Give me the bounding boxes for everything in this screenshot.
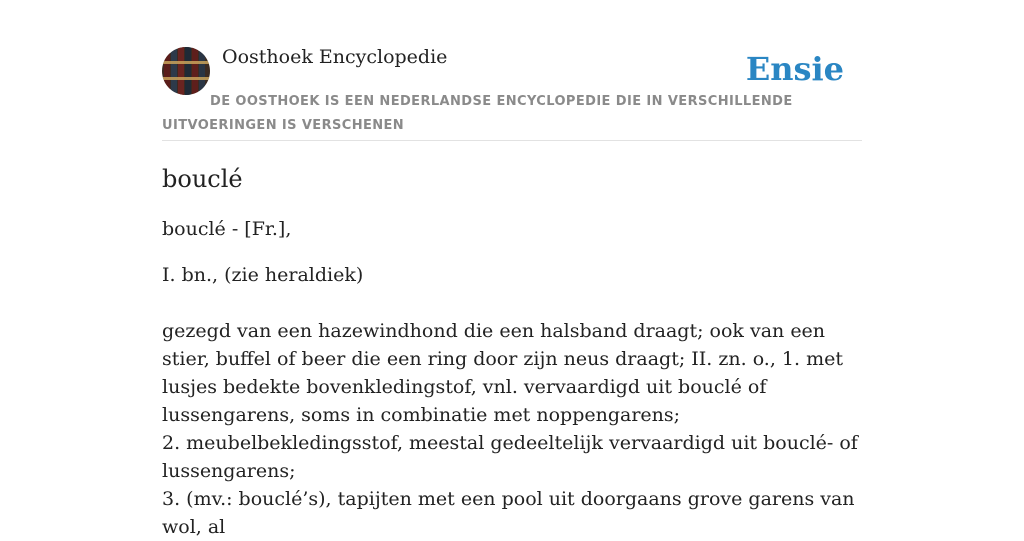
site-description: DE OOSTHOEK IS EEN NEDERLANDSE ENCYCLOPEDIE DIE IN VERSCHILLENDE UITVOERINGEN IS VERSCHENEN bbox=[162, 94, 793, 133]
book-spine bbox=[178, 47, 184, 95]
book-spine bbox=[171, 47, 177, 95]
article-sense-1: I. bn., (zie heraldiek) bbox=[162, 264, 364, 286]
article-paragraph: gezegd van een hazewindhond die een halsband draagt; ook van een stier, buffel of beer die een ring door zijn neus draagt; II. zn. o., 1. met lusjes bedekte bovenkledingstof, vnl. vervaardigd uit bouclé of lussengarens, soms in combinatie met noppengarens; bbox=[162, 320, 843, 426]
brand-logo-link[interactable]: Ensie bbox=[745, 50, 844, 88]
book-spine bbox=[185, 47, 191, 95]
book-spine bbox=[192, 47, 198, 95]
article-paragraph: 2. meubelbekledingsstof, meestal gedeeltelijk vervaardigd uit bouclé- of lussengarens; bbox=[162, 432, 858, 482]
book-band bbox=[162, 77, 210, 80]
book-band bbox=[162, 61, 210, 64]
page bbox=[162, 0, 862, 541]
article-body bbox=[162, 317, 862, 541]
site-header bbox=[162, 0, 862, 141]
site-title-link[interactable]: Oosthoek Encyclopedie bbox=[222, 46, 448, 68]
article-lead: bouclé - [Fr.], bbox=[162, 218, 292, 240]
book-spine bbox=[199, 47, 205, 95]
site-avatar[interactable] bbox=[162, 47, 210, 95]
article-paragraph: 3. (mv.: bouclé’s), tapijten met een pool uit doorgaans grove garens van wol, al bbox=[162, 488, 855, 538]
article-title: bouclé bbox=[162, 165, 243, 193]
book-spine bbox=[164, 47, 170, 95]
